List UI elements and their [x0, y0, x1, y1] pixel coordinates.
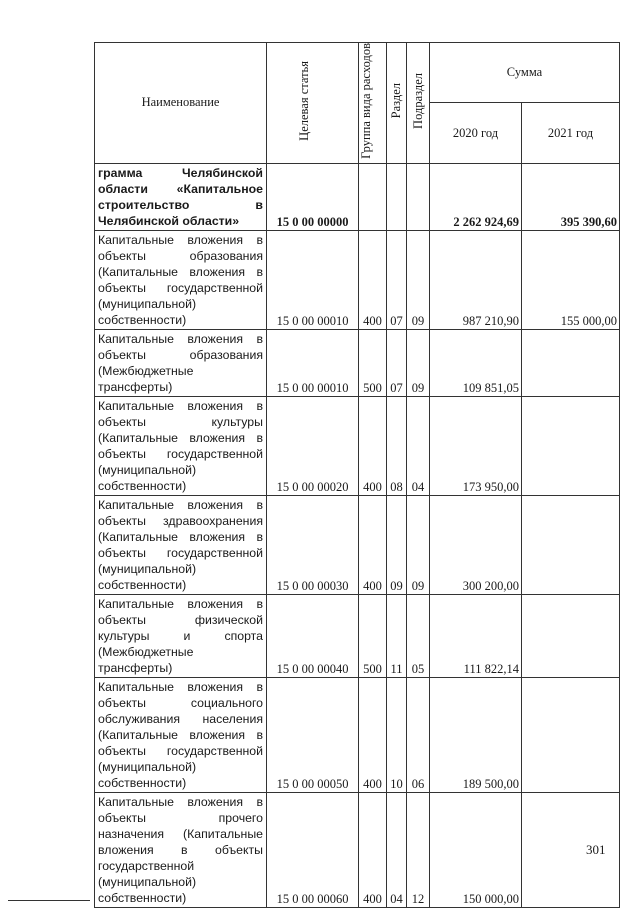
header-section-label: Раздел [389, 83, 403, 119]
cell-subsection: 12 [407, 792, 430, 907]
cell-name: грамма Челябинской области «Капитальное строительство в Челябинской области» [95, 163, 267, 230]
table-row [95, 594, 620, 677]
table-header [95, 43, 620, 164]
header-section [387, 43, 407, 164]
header-group [359, 43, 387, 164]
cell-section: 08 [387, 396, 407, 495]
header-sum: Сумма [430, 43, 620, 103]
table-row [95, 495, 620, 594]
cell-section: 07 [387, 230, 407, 329]
cell-name: Капитальные вложения в объекты здравоохранения (Капитальные вложения в объекты государственной (муниципальной) собственности) [95, 495, 267, 594]
table-row [95, 163, 620, 230]
cell-name: Капитальные вложения в объекты образования (Межбюджетные трансферты) [95, 329, 267, 396]
table-row [95, 396, 620, 495]
cell-group: 400 [359, 230, 387, 329]
cell-sum-2020: 150 000,00 [430, 792, 522, 907]
cell-sum-2021 [522, 677, 620, 792]
cell-section: 10 [387, 677, 407, 792]
cell-name: Капитальные вложения в объекты физической культуры и спорта (Межбюджетные трансферты) [95, 594, 267, 677]
cell-sum-2020: 109 851,05 [430, 329, 522, 396]
cell-subsection: 09 [407, 329, 430, 396]
table-row [95, 230, 620, 329]
cell-subsection: 05 [407, 594, 430, 677]
cell-sum-2021 [522, 396, 620, 495]
cell-sum-2020: 300 200,00 [430, 495, 522, 594]
cell-sum-2021: 395 390,60 [522, 163, 620, 230]
header-name: Наименование [95, 43, 267, 164]
cell-sum-2021 [522, 495, 620, 594]
cell-group [359, 163, 387, 230]
table-row [95, 677, 620, 792]
cell-subsection: 06 [407, 677, 430, 792]
cell-section: 04 [387, 792, 407, 907]
cell-subsection: 09 [407, 230, 430, 329]
header-target [267, 43, 359, 164]
cell-section: 09 [387, 495, 407, 594]
header-target-label: Целевая статья [296, 60, 311, 141]
cell-section [387, 163, 407, 230]
cell-sum-2020: 987 210,90 [430, 230, 522, 329]
header-group-label: Группа вида расходов [358, 43, 373, 159]
header-subsection [407, 43, 430, 164]
table-body [95, 163, 620, 907]
cell-target: 15 0 00 00000 [267, 163, 359, 230]
cell-target: 15 0 00 00010 [267, 230, 359, 329]
cell-group: 500 [359, 594, 387, 677]
cell-sum-2020: 111 822,14 [430, 594, 522, 677]
cell-subsection: 04 [407, 396, 430, 495]
cell-group: 400 [359, 677, 387, 792]
header-subsection-label: Подраздел [410, 72, 425, 129]
cell-target: 15 0 00 00060 [267, 792, 359, 907]
cell-sum-2020: 2 262 924,69 [430, 163, 522, 230]
cell-sum-2020: 189 500,00 [430, 677, 522, 792]
header-year-2020: 2020 год [430, 103, 522, 163]
cell-subsection: 09 [407, 495, 430, 594]
cell-name: Капитальные вложения в объекты образования (Капитальные вложения в объекты государственной (муниципальной) собственности) [95, 230, 267, 329]
footnote-rule [8, 900, 90, 901]
cell-target: 15 0 00 00010 [267, 329, 359, 396]
cell-name: Капитальные вложения в объекты культуры (Капитальные вложения в объекты государственной (муниципальной) собственности) [95, 396, 267, 495]
cell-target: 15 0 00 00020 [267, 396, 359, 495]
table-row [95, 792, 620, 907]
cell-section: 07 [387, 329, 407, 396]
page-number: 301 [586, 842, 606, 857]
cell-name: Капитальные вложения в объекты прочего назначения (Капитальные вложения в объекты государственной (муниципальной) собственности) [95, 792, 267, 907]
cell-sum-2020: 173 950,00 [430, 396, 522, 495]
cell-group: 400 [359, 792, 387, 907]
cell-sum-2021: 155 000,00 [522, 230, 620, 329]
cell-group: 400 [359, 495, 387, 594]
cell-target: 15 0 00 00040 [267, 594, 359, 677]
budget-table [94, 42, 620, 908]
cell-sum-2021 [522, 594, 620, 677]
cell-target: 15 0 00 00050 [267, 677, 359, 792]
cell-group: 500 [359, 329, 387, 396]
cell-subsection [407, 163, 430, 230]
header-year-2021: 2021 год [522, 103, 620, 163]
cell-group: 400 [359, 396, 387, 495]
table-row [95, 329, 620, 396]
cell-sum-2021 [522, 329, 620, 396]
cell-section: 11 [387, 594, 407, 677]
cell-name: Капитальные вложения в объекты социального обслуживания населения (Капитальные вложения в объекты государственной (муниципальной) собственности) [95, 677, 267, 792]
cell-target: 15 0 00 00030 [267, 495, 359, 594]
